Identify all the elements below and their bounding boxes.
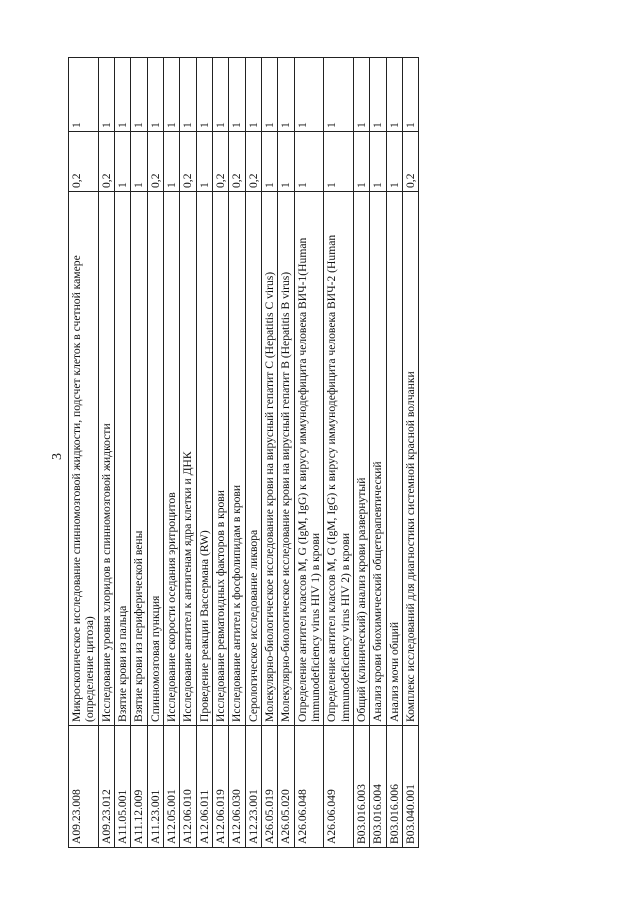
frequency-value: 1: [278, 132, 294, 192]
multiplicity-value: 1: [324, 58, 354, 132]
frequency-value: 0,2: [402, 132, 418, 192]
service-code: A26.06.049: [324, 726, 354, 848]
service-name: Проведение реакции Вассермана (RW): [196, 192, 212, 726]
service-code: B03.016.006: [386, 726, 402, 848]
table-row: [163, 58, 179, 848]
service-code: A12.06.011: [196, 726, 212, 848]
multiplicity-value: 1: [163, 58, 179, 132]
table-row: [147, 58, 163, 848]
table-row: [386, 58, 402, 848]
table-row: [114, 58, 130, 848]
frequency-value: 0,2: [69, 132, 99, 192]
frequency-value: 0,2: [229, 132, 245, 192]
multiplicity-value: 1: [370, 58, 386, 132]
rotated-table-region: [68, 58, 532, 848]
table-row: [196, 58, 212, 848]
frequency-value: 1: [114, 132, 130, 192]
multiplicity-value: 1: [212, 58, 228, 132]
frequency-value: 1: [163, 132, 179, 192]
service-code: A12.05.001: [163, 726, 179, 848]
multiplicity-value: 1: [386, 58, 402, 132]
service-code: A09.23.012: [98, 726, 114, 848]
multiplicity-value: 1: [278, 58, 294, 132]
service-name: Микроскопическое исследование спинномозговой жидкости, подсчет клеток в счетной камере (определение цитоза): [69, 192, 99, 726]
frequency-value: 1: [353, 132, 369, 192]
service-code: A26.05.020: [278, 726, 294, 848]
table-row: [245, 58, 261, 848]
service-name: Анализ мочи общий: [386, 192, 402, 726]
services-table-body: [69, 58, 419, 848]
multiplicity-value: 1: [180, 58, 196, 132]
service-name: Исследование уровня хлоридов в спинномозговой жидкости: [98, 192, 114, 726]
service-name: Исследование ревматоидных факторов в крови: [212, 192, 228, 726]
table-row: [98, 58, 114, 848]
frequency-value: 0,2: [98, 132, 114, 192]
service-name: Взятие крови из пальца: [114, 192, 130, 726]
frequency-value: 1: [370, 132, 386, 192]
service-code: A11.05.001: [114, 726, 130, 848]
table-row: [353, 58, 369, 848]
frequency-value: 1: [131, 132, 147, 192]
frequency-value: 0,2: [212, 132, 228, 192]
service-name: Исследование антител к фосфолипидам в крови: [229, 192, 245, 726]
service-name: Определение антител классов M, G (IgM, IgG) к вирусу иммунодефицита человека ВИЧ-1(Human immunodeficiency virus HIV 1) в крови: [294, 192, 324, 726]
service-code: A12.06.010: [180, 726, 196, 848]
table-row: [131, 58, 147, 848]
table-row: [212, 58, 228, 848]
multiplicity-value: 1: [114, 58, 130, 132]
table-row: [261, 58, 277, 848]
service-name: Молекулярно-биологическое исследование крови на вирусный гепатит C (Hepatitis C virus): [261, 192, 277, 726]
frequency-value: 1: [386, 132, 402, 192]
multiplicity-value: 1: [261, 58, 277, 132]
service-name: Определение антител классов M, G (IgM, IgG) к вирусу иммунодефицита человека ВИЧ-2 (Human immunodeficiency virus HIV 2) в крови: [324, 192, 354, 726]
service-name: Анализ крови биохимический общетерапевтический: [370, 192, 386, 726]
multiplicity-value: 1: [69, 58, 99, 132]
multiplicity-value: 1: [402, 58, 418, 132]
service-code: A12.23.001: [245, 726, 261, 848]
service-code: A12.06.019: [212, 726, 228, 848]
table-row: [229, 58, 245, 848]
frequency-value: 0,2: [147, 132, 163, 192]
table-row: [294, 58, 324, 848]
service-name: Комплекс исследований для диагностики системной красной волчанки: [402, 192, 418, 726]
service-code: A26.06.048: [294, 726, 324, 848]
frequency-value: 1: [261, 132, 277, 192]
service-name: Спинномозговая пункция: [147, 192, 163, 726]
service-code: B03.040.001: [402, 726, 418, 848]
table-row: [69, 58, 99, 848]
multiplicity-value: 1: [98, 58, 114, 132]
multiplicity-value: 1: [229, 58, 245, 132]
multiplicity-value: 1: [196, 58, 212, 132]
service-code: A11.12.009: [131, 726, 147, 848]
page-number: 3: [50, 453, 65, 460]
service-code: A26.05.019: [261, 726, 277, 848]
table-row: [180, 58, 196, 848]
service-name: Серологическое исследование ликвора: [245, 192, 261, 726]
table-row: [402, 58, 418, 848]
frequency-value: 1: [324, 132, 354, 192]
service-code: B03.016.003: [353, 726, 369, 848]
multiplicity-value: 1: [147, 58, 163, 132]
multiplicity-value: 1: [245, 58, 261, 132]
table-row: [278, 58, 294, 848]
service-name: Исследование антител к антигенам ядра клетки и ДНК: [180, 192, 196, 726]
services-table: [68, 57, 419, 848]
service-code: A12.06.030: [229, 726, 245, 848]
service-code: A09.23.008: [69, 726, 99, 848]
service-code: B03.016.004: [370, 726, 386, 848]
frequency-value: 1: [196, 132, 212, 192]
multiplicity-value: 1: [353, 58, 369, 132]
service-name: Молекулярно-биологическое исследование крови на вирусный гепатит B (Hepatitis B virus): [278, 192, 294, 726]
frequency-value: 1: [294, 132, 324, 192]
multiplicity-value: 1: [294, 58, 324, 132]
table-row: [324, 58, 354, 848]
service-name: Исследование скорости оседания эритроцитов: [163, 192, 179, 726]
service-code: A11.23.001: [147, 726, 163, 848]
frequency-value: 0,2: [245, 132, 261, 192]
table-row: [370, 58, 386, 848]
service-name: Общий (клинический) анализ крови развернутый: [353, 192, 369, 726]
frequency-value: 0,2: [180, 132, 196, 192]
multiplicity-value: 1: [131, 58, 147, 132]
service-name: Взятие крови из периферической вены: [131, 192, 147, 726]
